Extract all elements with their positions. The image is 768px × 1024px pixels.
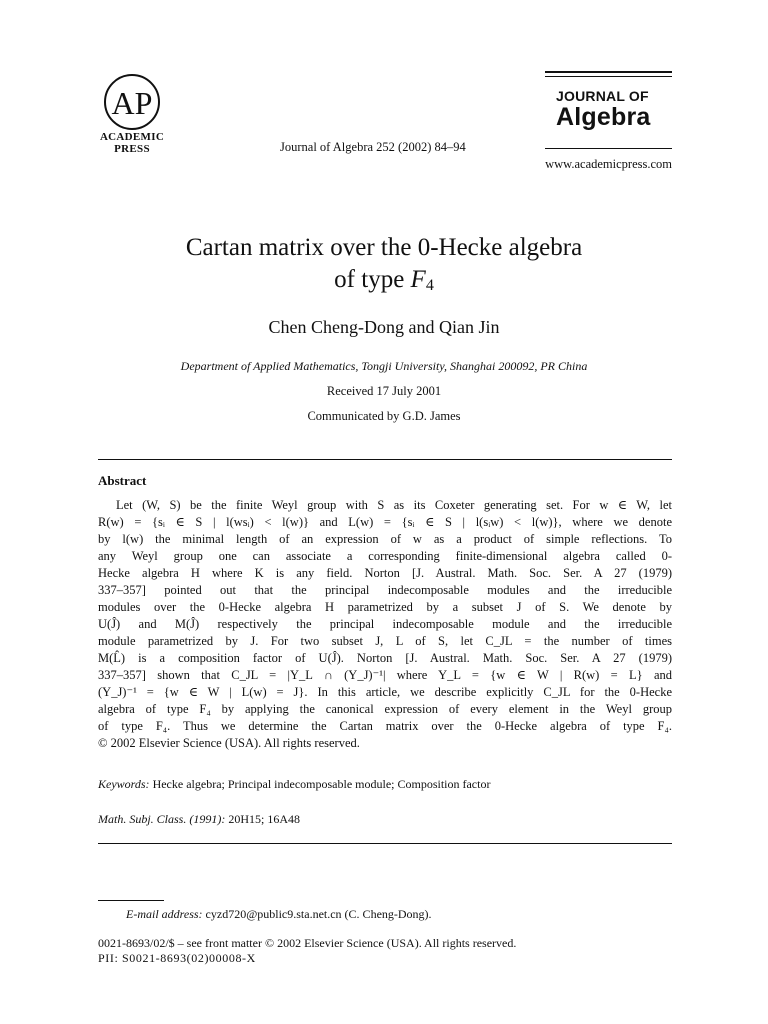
- keywords-label: Keywords:: [98, 777, 150, 791]
- pii-line: PII: S0021-8693(02)00008-X: [98, 951, 256, 965]
- issn-line: 0021-8693/02/$ – see front matter © 2002 Elsevier Science (USA). All rights reserved.: [98, 936, 517, 950]
- abstract-line: M(L̂) is a composition factor of U(Ĵ). Norton [J. Austral. Math. Soc. Ser. A 27 (1979): [98, 651, 672, 665]
- logo-letters: AP: [111, 85, 153, 121]
- abstract-line: U(Ĵ) and M(Ĵ) respectively the principal indecomposable module and the irreducible: [98, 617, 672, 631]
- abstract-line: of type F₄. Thus we determine the Cartan matrix over the 0-Hecke algebra of type F₄.: [98, 719, 672, 733]
- journal-label: JOURNAL OF: [556, 88, 649, 104]
- author-email: [126, 907, 432, 922]
- publisher-name-line2: PRESS: [114, 143, 150, 155]
- footnote-rule: [98, 900, 164, 901]
- abstract-line: any Weyl group one can associate a corresponding finite-dimensional algebra called 0-: [98, 549, 672, 563]
- masthead-rule-bottom: [545, 148, 672, 149]
- publisher-website-link[interactable]: www.academicpress.com: [545, 157, 672, 171]
- email-text[interactable]: cyzd720@public9.sta.net.cn (C. Cheng-Dong).: [202, 907, 432, 921]
- msc-label: Math. Subj. Class. (1991):: [98, 812, 226, 826]
- publisher-name-line1: ACADEMIC: [99, 131, 165, 143]
- abstract-line: 337–357] shown that C_JL = |Y_L ∩ (Y_J)⁻¹| where Y_L = {w ∈ W | R(w) = L} and: [98, 668, 672, 682]
- abstract-line: Hecke algebra H where K is any field. Norton [J. Austral. Math. Soc. Ser. A 27 (1979): [98, 566, 672, 580]
- abstract-line: 337–357] pointed out that the principal indecomposable modules and the irreducible: [98, 583, 672, 597]
- keywords: [98, 777, 490, 792]
- abstract-line: modules over the 0-Hecke algebra H parametrized by a subset J of S. We denote by: [98, 600, 672, 614]
- abstract-body: [98, 497, 672, 752]
- abstract-line: by l(w) the minimal length of an expression of w as a product of simple reflections. To: [98, 532, 672, 546]
- author-affiliation: Department of Applied Mathematics, Tongji University, Shanghai 200092, PR China: [180, 359, 588, 373]
- masthead-rule-top: [545, 71, 672, 73]
- abstract-rule-top: [98, 459, 672, 460]
- abstract-line: module parametrized by J. For two subset J, L of S, let C_JL = the number of times: [98, 634, 672, 648]
- abstract-line: algebra of type F₄ by applying the canonical expression of every element in the Weyl group: [98, 702, 672, 716]
- received-date: Received 17 July 2001: [326, 384, 442, 398]
- article-title-line2: of type $F_4$: [334, 266, 434, 294]
- subject-classification: [98, 812, 300, 827]
- abstract-line: (Y_J)⁻¹ = {w ∈ W | L(w) = J}. In this article, we describe explicitly C_JL for the 0-Hecke: [98, 685, 672, 699]
- abstract-line: R(w) = {sᵢ ∈ S | l(wsᵢ) < l(w)} and L(w) = {sᵢ ∈ S | l(sᵢw) < l(w)}, where we denote: [98, 515, 672, 529]
- abstract-rule-bottom: [98, 843, 672, 844]
- article-title-line1: Cartan matrix over the 0-Hecke algebra: [185, 234, 583, 261]
- article-authors: Chen Cheng-Dong and Qian Jin: [268, 317, 500, 337]
- academic-press-logo: [100, 72, 164, 136]
- keywords-text: Hecke algebra; Principal indecomposable module; Composition factor: [149, 777, 491, 791]
- abstract-line: Let (W, S) be the finite Weyl group with S as its Coxeter generating set. For w ∈ W, let: [116, 498, 672, 512]
- abstract-copyright: © 2002 Elsevier Science (USA). All rights reserved.: [98, 736, 360, 750]
- masthead-rule-top-thin: [545, 76, 672, 77]
- journal-citation: Journal of Algebra 252 (2002) 84–94: [280, 140, 466, 154]
- communicated-by: Communicated by G.D. James: [307, 409, 461, 423]
- msc-text: 20H15; 16A48: [225, 812, 301, 826]
- journal-name: Algebra: [556, 103, 651, 131]
- email-label: E-mail address:: [126, 907, 203, 921]
- abstract-heading: Abstract: [98, 473, 147, 488]
